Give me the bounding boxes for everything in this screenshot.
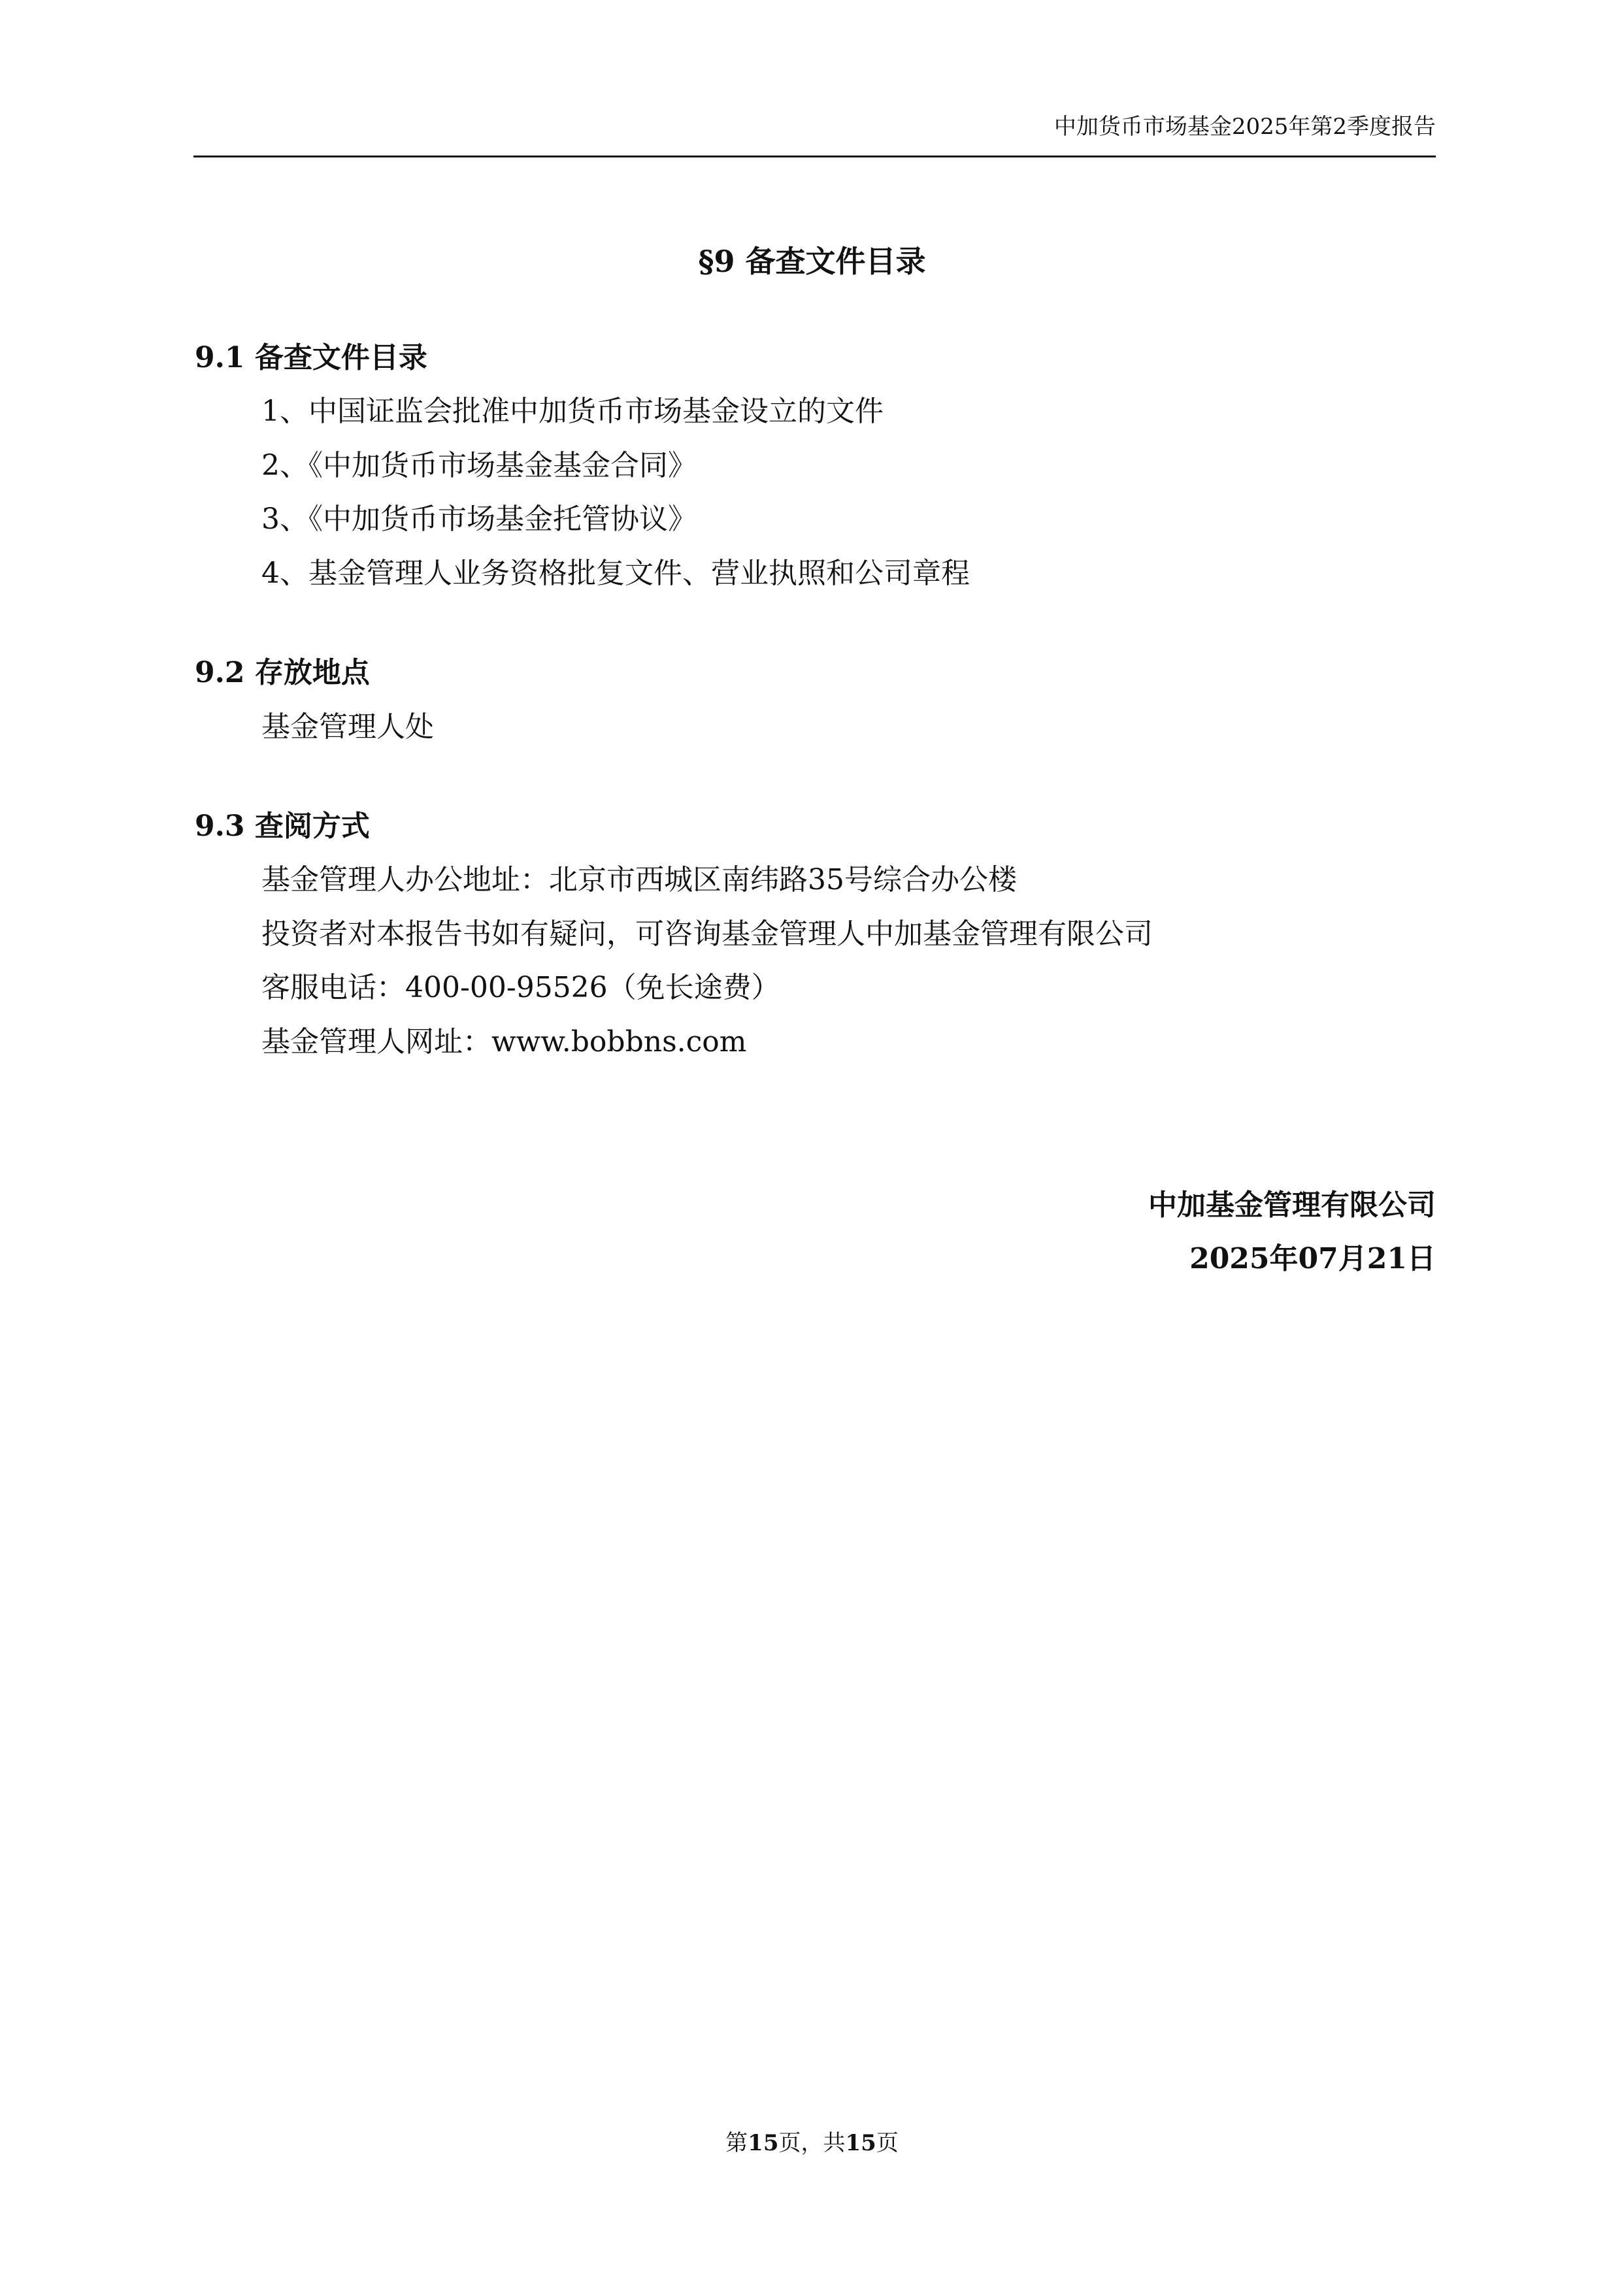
footer-total-pages: 15 (845, 2130, 876, 2156)
storage-location-text: 基金管理人处 (261, 710, 434, 744)
inquiry-note: 投资者对本报告书如有疑问，可咨询基金管理人中加基金管理有限公司 (261, 917, 1153, 951)
running-header: 中加货币市场基金2025年第2季度报告 (1053, 114, 1436, 140)
subheading-9-3: 9.3 查阅方式 (195, 810, 370, 843)
document-list-item: 1、中国证监会批准中加货币市场基金设立的文件 (261, 395, 884, 428)
website-line: 基金管理人网址：www.bobbns.com (261, 1025, 747, 1058)
subheading-9-2: 9.2 存放地点 (195, 656, 370, 689)
footer-page-number: 15 (748, 2130, 779, 2156)
document-list-item: 2、《中加货币市场基金基金合同》 (261, 449, 697, 482)
office-address: 基金管理人办公地址：北京市西城区南纬路35号综合办公楼 (261, 863, 1017, 896)
footer-suffix: 页 (876, 2130, 899, 2156)
subheading-9-1: 9.1 备查文件目录 (195, 341, 427, 374)
header-divider (193, 156, 1436, 157)
section-title: §9 备查文件目录 (698, 244, 926, 279)
service-phone: 客服电话：400-00-95526（免长途费） (261, 971, 780, 1004)
page-footer (0, 2130, 1624, 2156)
footer-prefix: 第 (725, 2130, 748, 2156)
signature-date: 2025年07月21日 (1189, 1242, 1436, 1275)
footer-mid: 页，共 (778, 2130, 846, 2156)
document-list-item: 4、基金管理人业务资格批复文件、营业执照和公司章程 (261, 557, 970, 590)
signature-company: 中加基金管理有限公司 (1148, 1189, 1436, 1222)
document-list-item: 3、《中加货币市场基金托管协议》 (261, 502, 697, 536)
